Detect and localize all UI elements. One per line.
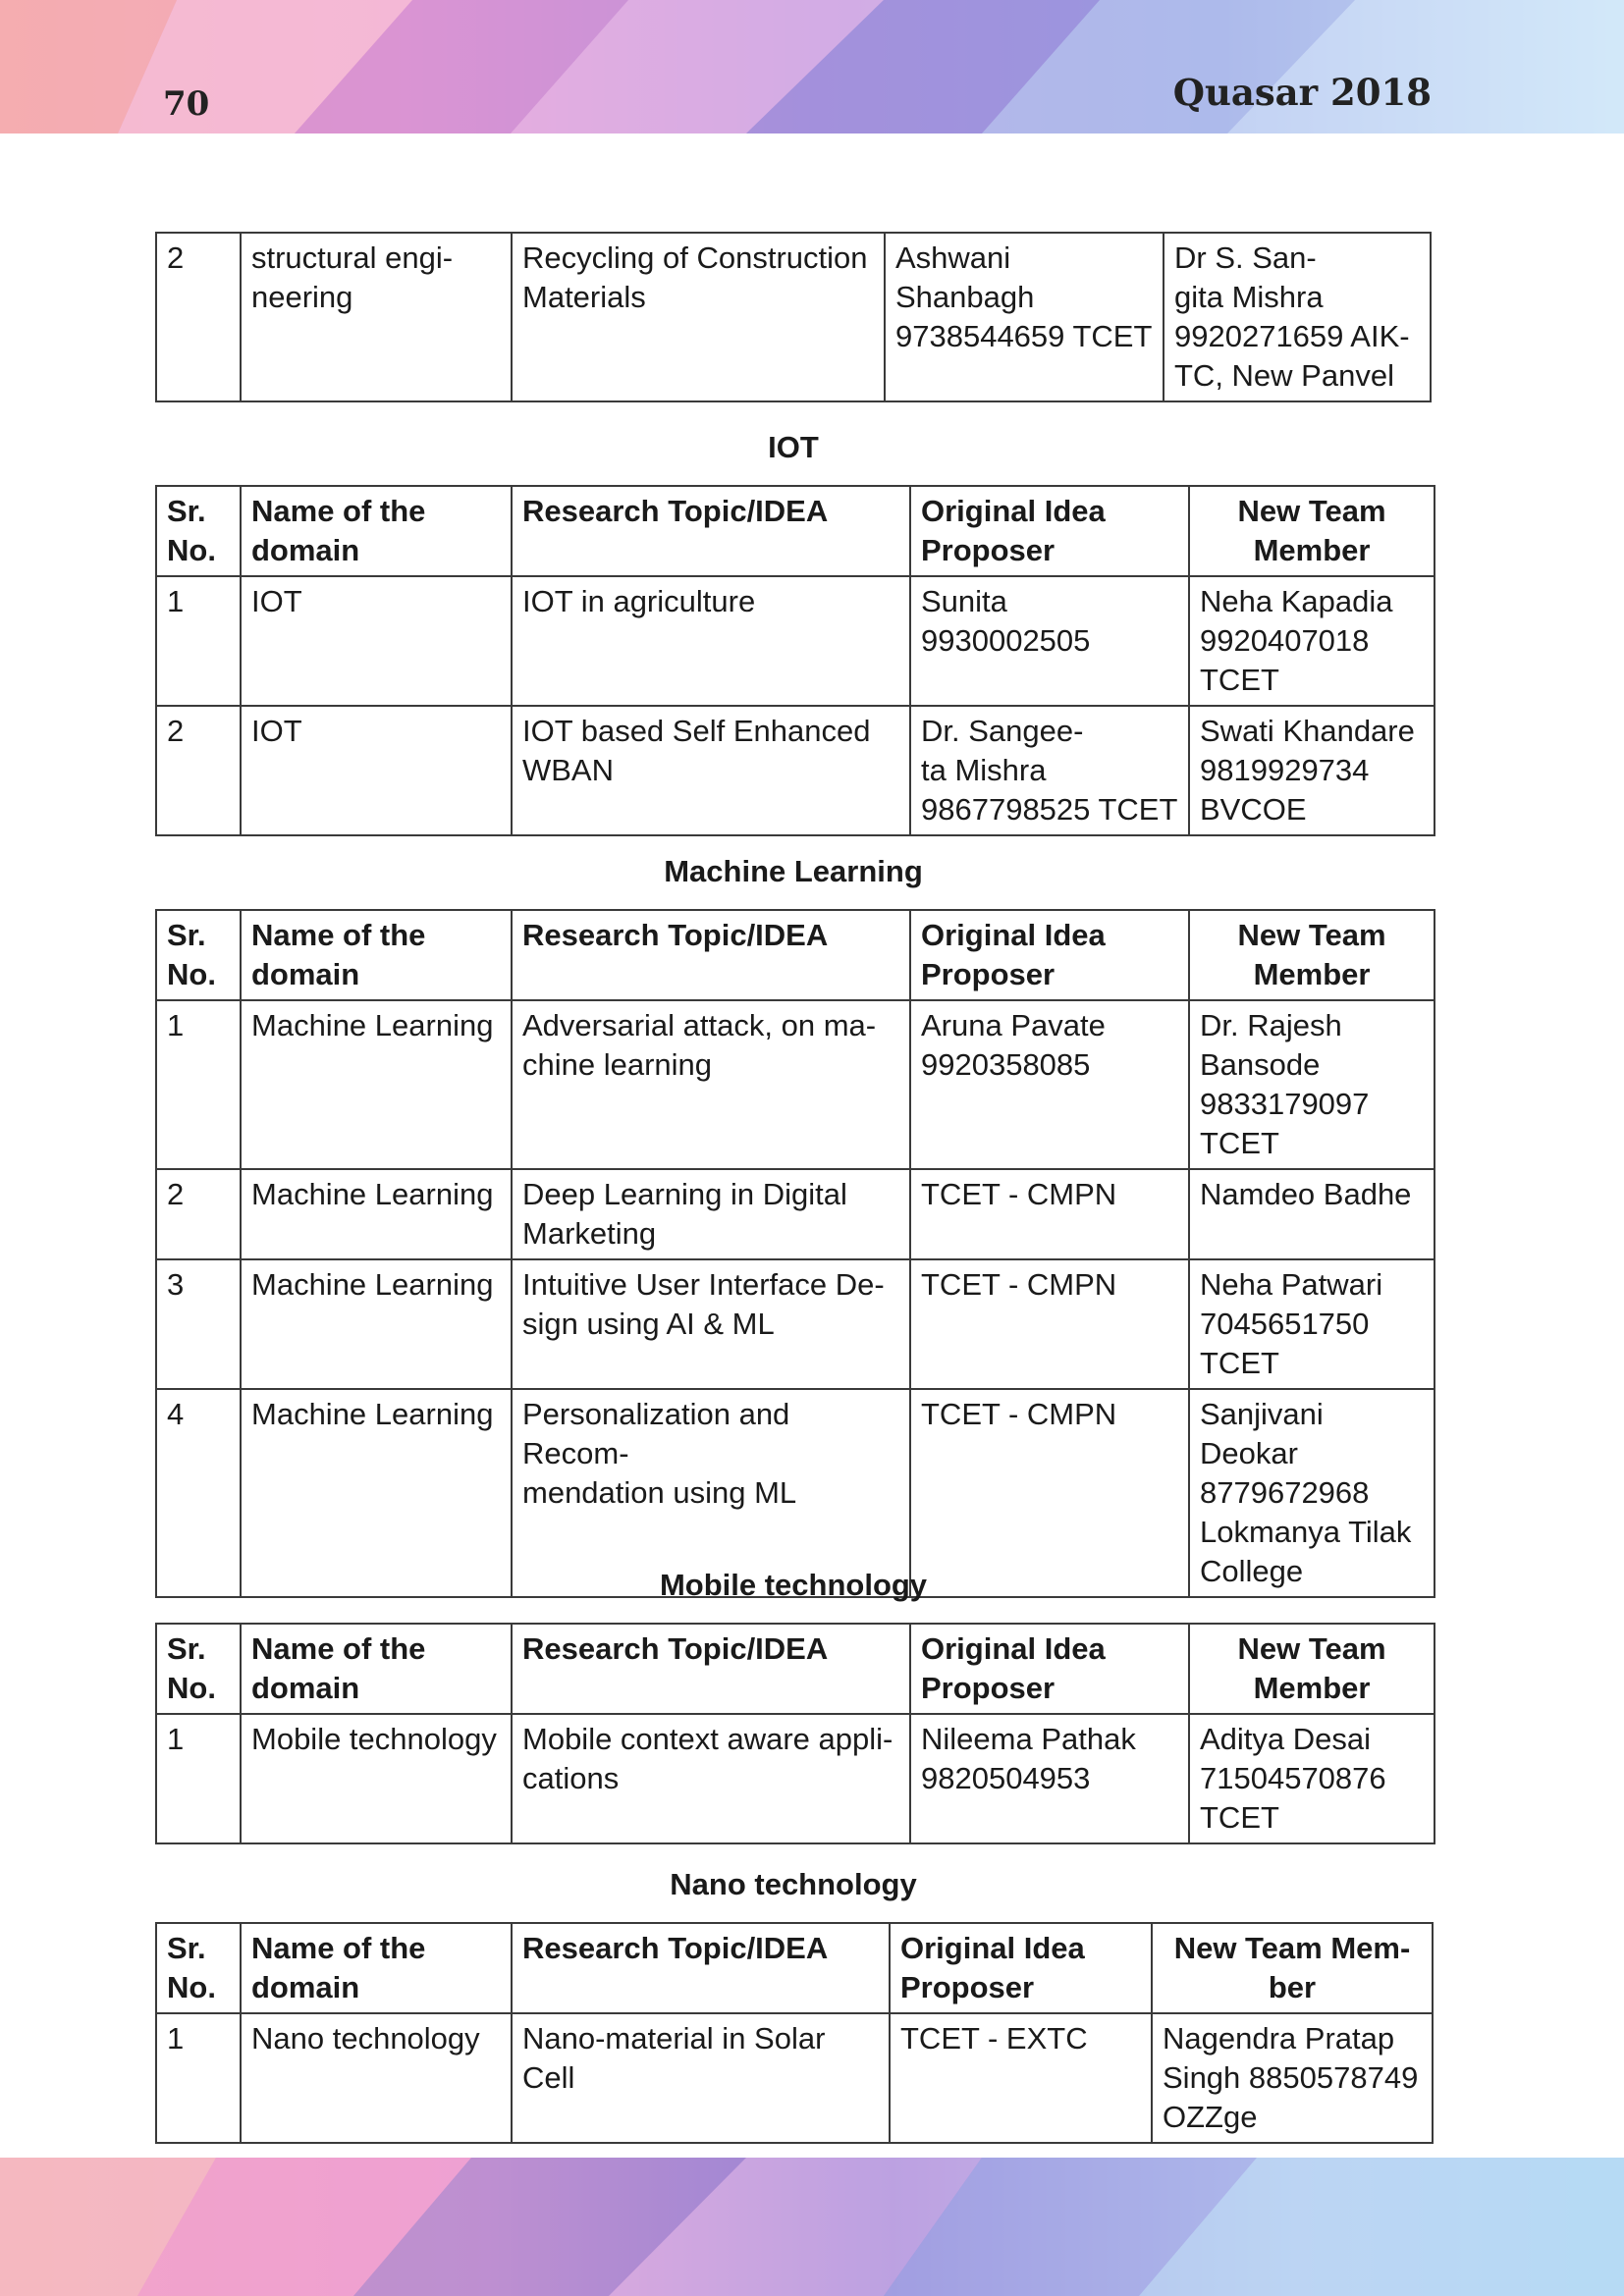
column-header: Name of the domain	[241, 1923, 512, 2013]
section-title: Nano technology	[670, 1867, 917, 1901]
team-member-cell: Neha Kapadia 9920407018 TCET	[1189, 576, 1435, 706]
topic-cell: IOT in agriculture	[512, 576, 910, 706]
sr-no-cell: 2	[156, 706, 241, 835]
domain-cell: Machine Learning	[241, 1259, 512, 1389]
column-header: New Team Member	[1189, 1624, 1435, 1714]
column-header: Sr. No.	[156, 910, 241, 1000]
sr-no-cell: 1	[156, 1714, 241, 1843]
column-header: Research Topic/IDEA	[512, 1923, 890, 2013]
proposer-cell: Ashwani Shanbagh 9738544659 TCET	[885, 233, 1164, 401]
column-header: New Team Mem- ber	[1152, 1923, 1433, 2013]
table-row	[156, 1389, 1435, 1597]
section-title: Machine Learning	[664, 854, 923, 888]
table-row	[156, 576, 1435, 706]
table-row	[156, 706, 1435, 835]
proposer-cell: Aruna Pavate 9920358085	[910, 1000, 1189, 1169]
column-header: New Team Member	[1189, 486, 1435, 576]
column-header: Original Idea Proposer	[910, 1624, 1189, 1714]
column-header: Research Topic/IDEA	[512, 486, 910, 576]
topic-cell: Personalization and Recom- mendation using ML	[512, 1389, 910, 1597]
domain-cell: IOT	[241, 706, 512, 835]
column-header: Sr. No.	[156, 1923, 241, 2013]
team-member-cell: Nagendra Pratap Singh 8850578749 OZZge	[1152, 2013, 1433, 2143]
column-header: Research Topic/IDEA	[512, 910, 910, 1000]
column-header: Sr. No.	[156, 486, 241, 576]
section-title: Mobile technology	[659, 1568, 928, 1602]
topic-cell: Intuitive User Interface De- sign using AI & ML	[512, 1259, 910, 1389]
domain-cell: IOT	[241, 576, 512, 706]
column-header: Name of the domain	[241, 1624, 512, 1714]
sr-no-cell: 2	[156, 233, 241, 401]
page-number: 70	[163, 84, 210, 124]
table-row	[156, 1169, 1435, 1259]
proposer-cell: Nileema Pathak 9820504953	[910, 1714, 1189, 1843]
table-row	[156, 233, 1431, 401]
proposer-cell: Dr. Sangee- ta Mishra 9867798525 TCET	[910, 706, 1189, 835]
table-row	[156, 1714, 1435, 1843]
proposer-cell: Sunita 9930002505	[910, 576, 1189, 706]
team-member-cell: Neha Patwari 7045651750 TCET	[1189, 1259, 1435, 1389]
team-member-cell: Namdeo Badhe	[1189, 1169, 1435, 1259]
column-header: Sr. No.	[156, 1624, 241, 1714]
domain-cell: Nano technology	[241, 2013, 512, 2143]
column-header: New Team Member	[1189, 910, 1435, 1000]
domain-cell: Machine Learning	[241, 1169, 512, 1259]
column-header: Name of the domain	[241, 910, 512, 1000]
table-row	[156, 1259, 1435, 1389]
proposer-cell: TCET - CMPN	[910, 1169, 1189, 1259]
topic-cell: IOT based Self Enhanced WBAN	[512, 706, 910, 835]
domain-cell: Mobile technology	[241, 1714, 512, 1843]
team-member-cell: Aditya Desai 71504570876 TCET	[1189, 1714, 1435, 1843]
running-title: Quasar 2018	[1172, 71, 1432, 114]
proposer-cell: TCET - CMPN	[910, 1259, 1189, 1389]
column-header: Name of the domain	[241, 486, 512, 576]
team-member-cell: Dr S. San- gita Mishra 9920271659 AIK- TC, New Panvel	[1164, 233, 1431, 401]
header-row	[156, 486, 1435, 576]
section-table	[155, 1623, 1435, 1844]
topic-cell: Recycling of Construction Materials	[512, 233, 885, 401]
column-header: Original Idea Proposer	[890, 1923, 1152, 2013]
column-header: Original Idea Proposer	[910, 486, 1189, 576]
sr-no-cell: 4	[156, 1389, 241, 1597]
topic-cell: Adversarial attack, on ma- chine learning	[512, 1000, 910, 1169]
team-member-cell: Dr. Rajesh Bansode 9833179097 TCET	[1189, 1000, 1435, 1169]
domain-cell: structural engi- neering	[241, 233, 512, 401]
topic-cell: Nano-material in Solar Cell	[512, 2013, 890, 2143]
sr-no-cell: 1	[156, 1000, 241, 1169]
table-row	[156, 1000, 1435, 1169]
header-row	[156, 1923, 1433, 2013]
proposer-cell: TCET - EXTC	[890, 2013, 1152, 2143]
header-row	[156, 910, 1435, 1000]
domain-cell: Machine Learning	[241, 1389, 512, 1597]
sr-no-cell: 1	[156, 576, 241, 706]
proposer-cell: TCET - CMPN	[910, 1389, 1189, 1597]
sr-no-cell: 3	[156, 1259, 241, 1389]
sr-no-cell: 1	[156, 2013, 241, 2143]
table-row	[156, 2013, 1433, 2143]
column-header: Research Topic/IDEA	[512, 1624, 910, 1714]
sr-no-cell: 2	[156, 1169, 241, 1259]
footer-banner	[0, 2158, 1624, 2296]
topic-cell: Deep Learning in Digital Marketing	[512, 1169, 910, 1259]
column-header: Original Idea Proposer	[910, 910, 1189, 1000]
team-member-cell: Swati Khandare 9819929734 BVCOE	[1189, 706, 1435, 835]
section-table	[155, 1922, 1434, 2144]
section-table	[155, 909, 1435, 1598]
team-member-cell: Sanjivani Deokar 8779672968 Lokmanya Tilak College	[1189, 1389, 1435, 1597]
domain-cell: Machine Learning	[241, 1000, 512, 1169]
section-title: IOT	[768, 430, 819, 464]
header-row	[156, 1624, 1435, 1714]
topic-cell: Mobile context aware appli- cations	[512, 1714, 910, 1843]
section-table	[155, 485, 1435, 836]
continued-table	[155, 232, 1432, 402]
